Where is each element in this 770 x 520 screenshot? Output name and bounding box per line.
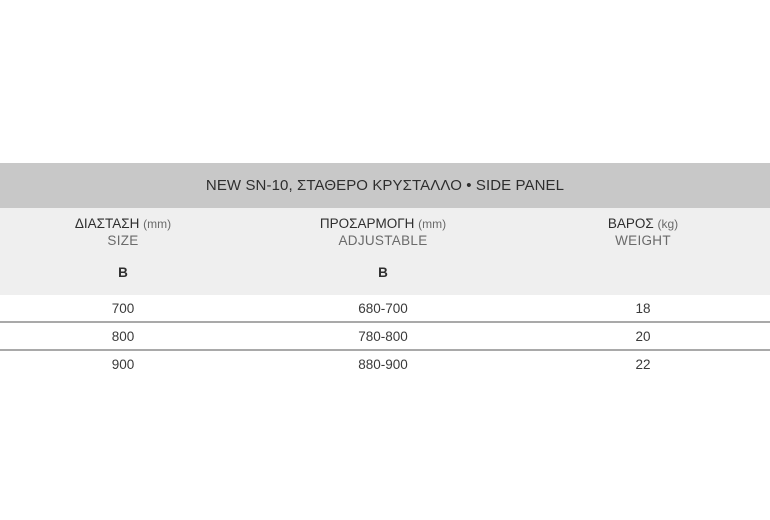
header-weight-main [513,216,770,231]
cell-size: 900 [111,357,135,372]
header-weight-unit: (kg) [657,217,679,231]
header-adjustable-unit: (mm) [418,217,447,231]
cell-adjustable: 780-800 [358,329,408,344]
header-size-unit: (mm) [143,217,172,231]
cell-adjustable: 680-700 [358,301,408,316]
cell-weight: 22 [635,357,651,372]
table-header [0,208,770,295]
table-row [0,351,770,377]
cell-weight: 18 [635,301,651,316]
table-row [0,295,770,321]
header-size-symbol: B [118,265,128,280]
table-row [0,323,770,349]
cell-adjustable: 880-900 [358,357,408,372]
cell-weight: 20 [635,329,651,344]
header-size-label-gr: ΔΙΑΣΤΑΣΗ [74,216,140,231]
cell-size: 700 [111,301,135,316]
header-weight-label-gr: ΒΑΡΟΣ [607,216,654,231]
spec-table [0,163,770,377]
header-adjustable-main [253,216,513,231]
header-adjustable-label-gr: ΠΡΟΣΑΡΜΟΓΗ [319,216,415,231]
table-title [0,163,770,208]
header-size-main [0,216,253,231]
table-title-text: NEW SN-10, ΣΤΑΘΕΡΟ ΚΡΥΣΤΑΛΛΟ • SIDE PANEL [205,177,565,194]
header-adjustable-label-en: ADJUSTABLE [338,233,428,248]
header-weight-label-en: WEIGHT [615,233,671,248]
header-adjustable-symbol: B [378,265,388,280]
cell-size: 800 [111,329,135,344]
header-size-label-en: SIZE [107,233,139,248]
